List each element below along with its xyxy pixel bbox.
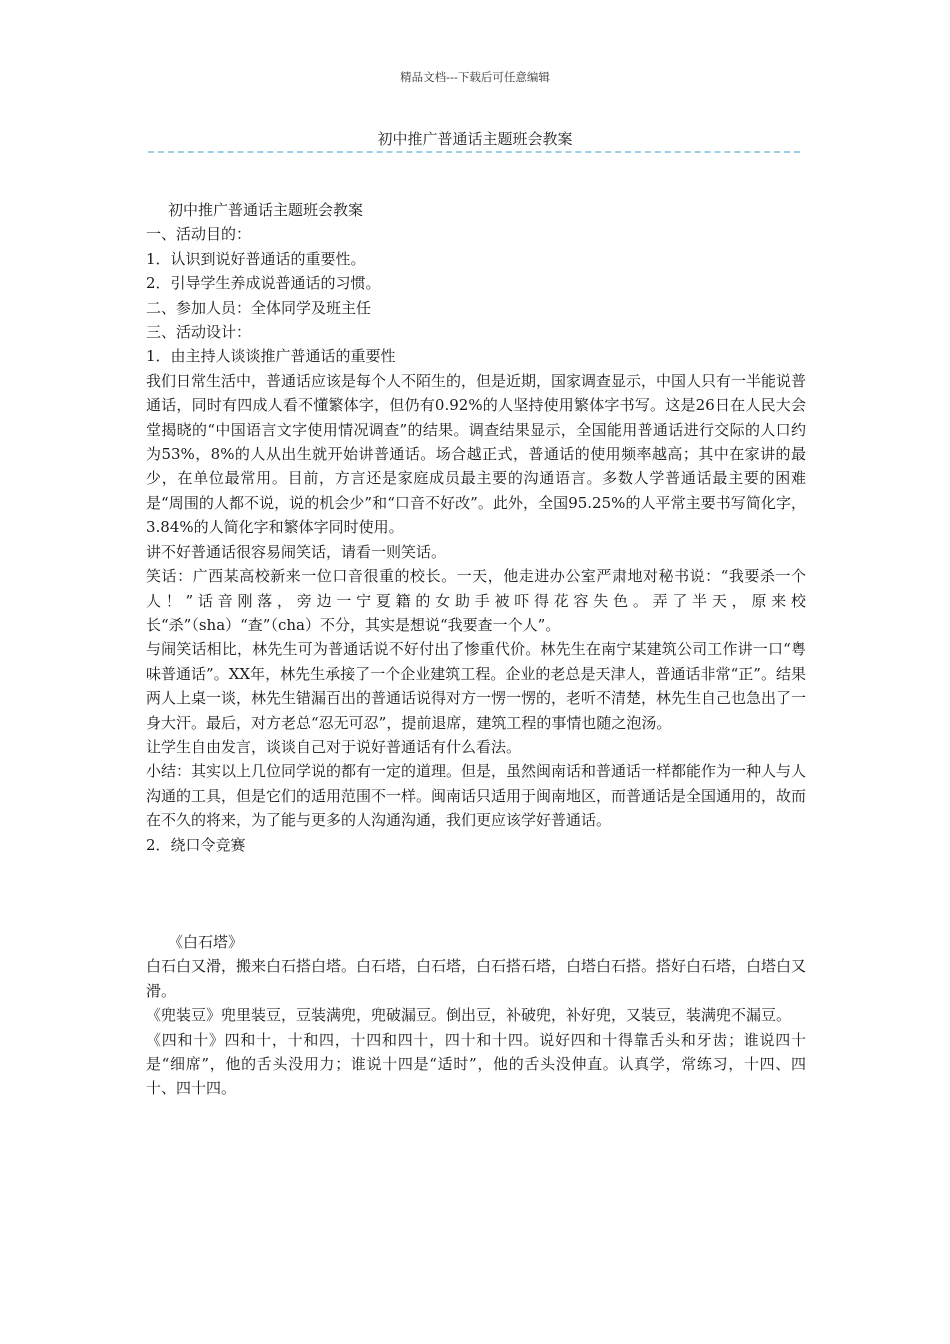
design-item-1: 1．由主持人谈谈推广普通话的重要性 <box>146 347 396 366</box>
paragraph-joke: 笑话：广西某高校新来一位口音很重的校长。一天，他走进办公室严肃地对秘书说：“我要杀一个人！”话音刚落，旁边一宁夏籍的女助手被吓得花容失色。弄了半天，原来校长“杀”（sha）“查”（cha）不分，其实是想说“我要查一个人”。 <box>146 567 806 634</box>
purpose-item-2: 2．引导学生养成说普通话的习惯。 <box>146 274 381 293</box>
paragraph-summary: 小结：其实以上几位同学说的都有一定的道理。但是，虽然闽南话和普通话一样都能作为一种人与人沟通的工具，但是它们的适用范围不一样。闽南话只适用于闽南地区，而普通话是全国通用的，故而在不久的将来，为了能与更多的人沟通沟通，我们更应该学好普通话。 <box>146 762 807 830</box>
tongue-twister-1-title: 《白石塔》 <box>168 932 244 951</box>
paragraph-discussion: 让学生自由发言，谈谈自己对于说好普通话有什么看法。 <box>146 737 522 756</box>
header-watermark: 精品文档---下载后可任意编辑 <box>400 70 550 84</box>
document-body <box>146 198 806 1101</box>
body-heading: 初中推广普通话主题班会教案 <box>168 201 364 219</box>
paragraph-joke-intro: 讲不好普通话很容易闹笑话，请看一则笑话。 <box>146 542 447 561</box>
paragraph-survey: 我们日常生活中，普通话应该是每个人不陌生的，但是近期，国家调查显示，中国人只有一半能说普通话，同时有四成人看不懂繁体字，但仍有0.92%的人坚持使用繁体字书写。这是26日在人民大会堂揭晓的“中国语言文字使用情况调查”的结果。调查结果显示，全国能用普通话进行交际的人口约为53%，8%的人从出生就开始讲普通话。场合越正式，普通话的使用频率越高；其中在家讲的最少，在单位最常用。目前，方言还是家庭成员最主要的沟通语言。多数人学普通话最主要的困难是“周围的人都不说，说的机会少”和“口音不好改”。此外，全国95.25%的人平常主要书写简化字，3.84%的人简化字和繁体字同时使用。 <box>146 371 807 537</box>
paragraph-story: 与闹笑话相比，林先生可为普通话说不好付出了惨重代价。林先生在南宁某建筑公司工作讲一口“粤味普通话”。XX年，林先生承接了一个企业建筑工程。企业的老总是天津人，普通话非常“正”。结果两人上桌一谈，林先生错漏百出的普通话说得对方一愣一愣的，老听不清楚，林先生自己也急出了一身大汗。最后，对方老总“忍无可忍”，提前退席，建筑工程的事情也随之泡汤。 <box>146 640 807 732</box>
section-design: 三、活动设计： <box>146 323 252 342</box>
section-purpose: 一、活动目的： <box>146 225 252 244</box>
tongue-twister-3: 《四和十》四和十，十和四，十四和四十，四十和十四。说好四和十得靠舌头和牙齿；谁说四十是“细席”，他的舌头没用力；谁说十四是“适时”，他的舌头没伸直。认真学，常练习，十四、四十、四十四。 <box>146 1030 806 1098</box>
purpose-item-1: 1．认识到说好普通话的重要性。 <box>146 249 366 268</box>
section-participants: 二、参加人员：全体同学及班主任 <box>146 298 372 317</box>
tongue-twister-1: 白石白又滑，搬来白石搭白塔。白石塔，白石塔，白石搭石塔，白塔白石搭。搭好白石塔，白塔白又滑。 <box>146 957 807 1000</box>
title-divider <box>148 151 800 153</box>
design-item-2: 2．绕口令竞赛 <box>146 835 246 854</box>
tongue-twister-2: 《兜装豆》兜里装豆，豆装满兜，兜破漏豆。倒出豆，补破兜，补好兜，又装豆，装满兜不漏豆。 <box>146 1006 792 1025</box>
section-spacer <box>146 857 806 930</box>
document-title: 初中推广普通话主题班会教案 <box>377 130 573 148</box>
